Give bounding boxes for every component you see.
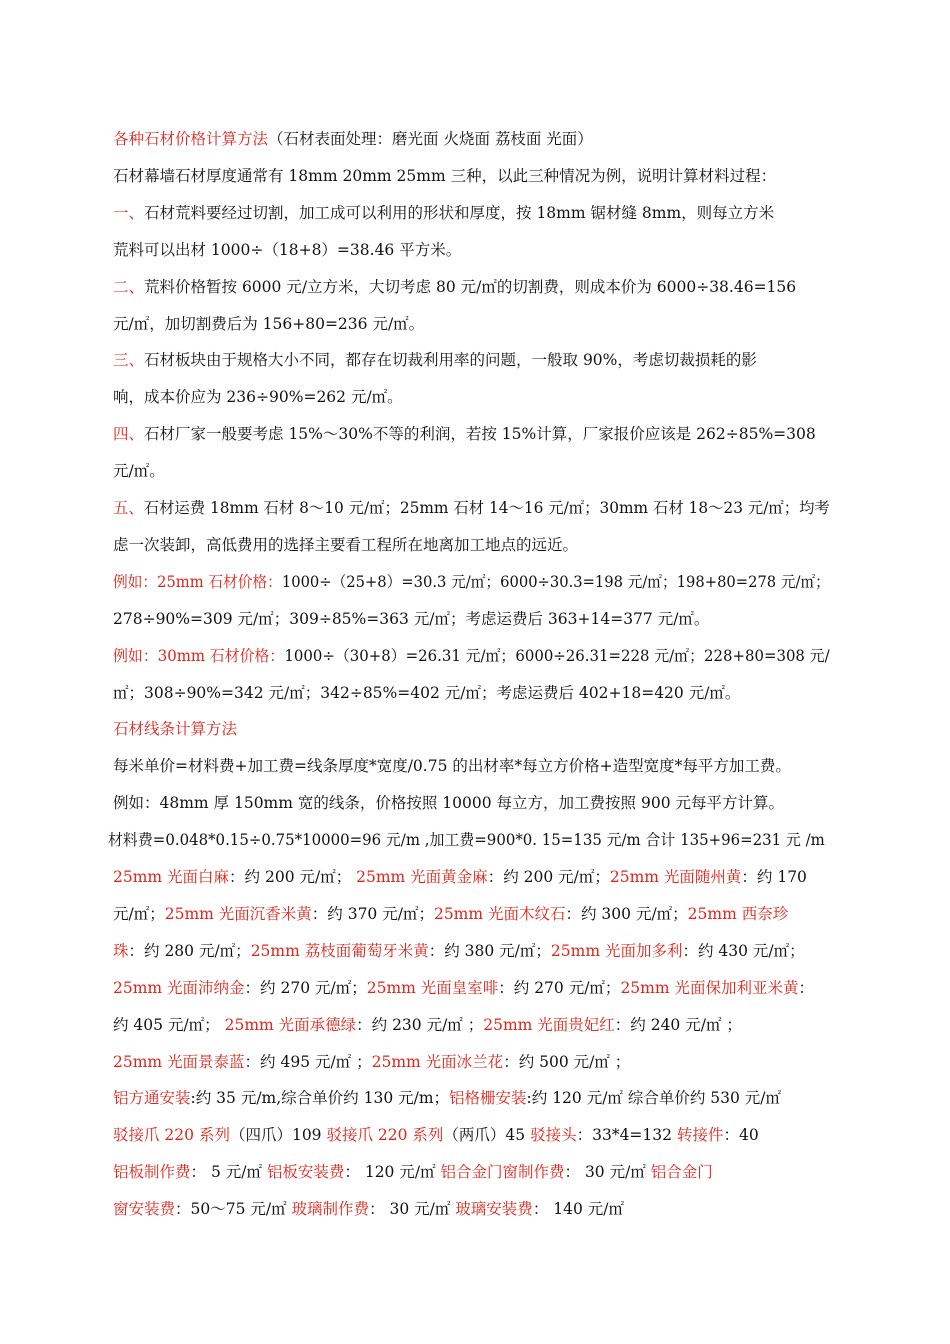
highlight-label: 驳接头	[530, 1126, 577, 1144]
highlight-label: 25mm 光面加多利	[550, 942, 683, 960]
highlight-label: 石材线条计算方法	[113, 720, 238, 738]
highlight-label: 各种石材价格计算方法	[113, 130, 269, 148]
highlight-label: 五、	[113, 499, 144, 517]
text-segment: ㎡；308÷90%=342 元/㎡；342÷85%=402 元/㎡；考虑运费后 402+18=420 元/㎡。	[113, 684, 741, 702]
text-segment: ：约 300 元/㎡；	[565, 905, 688, 923]
text-segment: 荒料价格暂按 6000 元/立方米，大切考虑 80 元/㎡的切割费，则成本价为 6000÷38.46=156	[144, 278, 797, 296]
text-line	[113, 608, 709, 630]
text-segment: 材料费=0.048*0.15÷0.75*10000=96 元/m ,加工费=900*0. 15=135 元/m 合计 135+96=231 元 /m	[108, 831, 825, 849]
text-segment: ：约 200 元/㎡；	[229, 868, 357, 886]
text-segment: ：约 495 元/㎡ ；	[244, 1053, 372, 1071]
text-line	[113, 792, 784, 814]
text-line	[113, 571, 830, 593]
text-segment: （四爪）109	[229, 1126, 327, 1144]
highlight-label: 25mm 光面承德绿	[224, 1016, 357, 1034]
text-line	[108, 829, 825, 851]
text-segment: 石材板块由于规格大小不同，都存在切裁利用率的问题，一般取 90%，考虑切裁损耗的影	[144, 351, 757, 369]
highlight-label: 25mm 光面贵妃红	[483, 1016, 615, 1034]
text-segment: 石材运费 18mm 石材 8～10 元/㎡；25mm 石材 14～16 元/㎡；30mm 石材 18～23 元/㎡；均考	[143, 499, 830, 517]
highlight-label: 转接件	[676, 1126, 724, 1144]
text-segment: ：约 270 元/㎡；	[244, 979, 367, 997]
text-line	[113, 497, 830, 519]
highlight-label: 一、	[113, 204, 145, 222]
highlight-label: 25mm 光面木纹石	[433, 905, 566, 923]
text-segment: 石材厂家一般要考虑 15%～30%不等的利润，若按 15%计算，厂家报价应该是 262÷85%=308	[144, 425, 816, 443]
highlight-label: 窗安装费	[113, 1200, 176, 1218]
text-line	[113, 755, 791, 777]
text-segment: :约 35 元/m,综合单价约 130 元/m；	[190, 1089, 450, 1107]
text-line	[113, 1198, 624, 1220]
highlight-label: 珠	[113, 942, 129, 960]
text-segment: （石材表面处理：磨光面 火烧面 荔枝面 光面）	[268, 130, 593, 148]
text-line	[113, 940, 805, 962]
highlight-label: 驳接爪 220 系列	[326, 1126, 444, 1144]
text-segment: ：约 380 元/㎡；	[428, 942, 551, 960]
highlight-label: 25mm 光面沛纳金	[113, 979, 245, 997]
highlight-label: 25mm 光面沉香米黄	[164, 905, 312, 923]
text-segment: ： 30 元/㎡	[564, 1163, 651, 1181]
text-line	[113, 682, 740, 704]
highlight-label: 例如：30mm 石材价格：	[113, 647, 285, 665]
text-line	[113, 386, 403, 408]
highlight-label: 25mm 西奈珍	[687, 905, 789, 923]
text-segment: ：约 170	[741, 868, 807, 886]
text-segment: ：约 270 元/㎡；	[498, 979, 621, 997]
highlight-label: 四、	[113, 425, 145, 443]
text-segment: ： 5 元/㎡	[190, 1163, 267, 1181]
highlight-label: 铝方通安装	[113, 1089, 191, 1107]
highlight-label: 玻璃安装费	[455, 1200, 533, 1218]
text-line	[113, 165, 776, 187]
text-line	[113, 1087, 781, 1109]
highlight-label: 25mm 光面黄金麻	[356, 868, 488, 886]
text-segment: 278÷90%=309 元/㎡；309÷85%=363 元/㎡；考虑运费后 363+14=377 元/㎡。	[113, 610, 710, 628]
highlight-label: 25mm 光面随州黄	[609, 868, 742, 886]
text-segment: ：50～75 元/㎡	[175, 1200, 292, 1218]
text-segment: ：约 230 元/㎡ ；	[356, 1016, 484, 1034]
text-segment: 响，成本价应为 236÷90%=262 元/㎡。	[113, 388, 403, 406]
highlight-label: 25mm 光面冰兰花	[371, 1053, 504, 1071]
highlight-label: 铝合金门窗制作费	[440, 1163, 565, 1181]
text-segment: 荒料可以出材 1000÷（18+8）=38.46 平方米。	[113, 241, 462, 259]
text-line	[113, 1124, 759, 1146]
text-segment: ：40	[723, 1126, 759, 1144]
highlight-label: 铝格栅安装	[449, 1089, 527, 1107]
text-line	[113, 866, 807, 888]
text-segment: 1000÷（25+8）=30.3 元/㎡；6000÷30.3=198 元/㎡；198+80=278 元/㎡；	[281, 573, 830, 591]
text-segment: 元/㎡，加切割费后为 156+80=236 元/㎡。	[113, 315, 425, 333]
text-line	[113, 645, 830, 667]
text-line	[113, 903, 788, 925]
highlight-label: 25mm 光面白麻	[113, 868, 230, 886]
text-segment: ：约 200 元/㎡；	[487, 868, 610, 886]
highlight-label: 二、	[113, 278, 145, 296]
text-segment: ：	[798, 979, 814, 997]
text-segment: ：33*4=132	[576, 1126, 677, 1144]
text-line	[113, 423, 816, 445]
text-segment: ：约 430 元/㎡；	[682, 942, 805, 960]
text-segment: ：约 370 元/㎡；	[311, 905, 434, 923]
text-line	[113, 202, 774, 224]
text-line	[113, 276, 796, 298]
text-segment: 石材荒料要经过切割，加工成可以利用的形状和厚度，按 18mm 锯材缝 8mm，则每立方米	[144, 204, 775, 222]
highlight-label: 25mm 光面保加利亚米黄	[620, 979, 799, 997]
text-segment: 约 405 元/㎡；	[113, 1016, 225, 1034]
text-line	[113, 128, 593, 150]
highlight-label: 铝板制作费	[113, 1163, 191, 1181]
highlight-label: 驳接爪 220 系列	[113, 1126, 230, 1144]
text-segment: ： 120 元/㎡	[344, 1163, 441, 1181]
text-segment: 虑一次装卸，高低费用的选择主要看工程所在地离加工地点的远近。	[113, 536, 579, 554]
highlight-label: 铝板安装费	[266, 1163, 345, 1181]
text-segment: 例如：48mm 厚 150mm 宽的线条，价格按照 10000 每立方，加工费按照 900 元每平方计算。	[113, 794, 784, 812]
text-line	[113, 1014, 742, 1036]
text-line	[113, 239, 461, 261]
text-segment: （两爪）45	[443, 1126, 531, 1144]
highlight-label: 铝合金门	[650, 1163, 713, 1181]
text-segment: 元/㎡。	[113, 462, 165, 480]
text-segment: 每米单价=材料费+加工费=线条厚度*宽度/0.75 的出材率*每立方价格+造型宽度*每平方加工费。	[113, 757, 791, 775]
text-line	[113, 1161, 713, 1183]
text-segment: ：约 500 元/㎡ ；	[503, 1053, 631, 1071]
text-segment: ： 140 元/㎡	[532, 1200, 624, 1218]
highlight-label: 25mm 光面景泰蓝	[113, 1053, 245, 1071]
text-line	[113, 460, 165, 482]
text-segment: 石材幕墙石材厚度通常有 18mm 20mm 25mm 三种，以此三种情况为例，说明计算材料过程：	[113, 167, 777, 185]
text-line	[113, 718, 237, 740]
highlight-label: 玻璃制作费	[291, 1200, 370, 1218]
text-segment: ：约 280 元/㎡；	[128, 942, 251, 960]
text-segment: :约 120 元/㎡ 综合单价约 530 元/㎡	[526, 1089, 782, 1107]
highlight-label: 25mm 荔枝面葡萄牙米黄	[250, 942, 429, 960]
text-segment: ： 30 元/㎡	[369, 1200, 456, 1218]
text-segment: 元/㎡；	[113, 905, 165, 923]
text-line	[113, 349, 757, 371]
text-line	[113, 313, 424, 335]
text-line	[113, 534, 578, 556]
text-line	[113, 1051, 630, 1073]
highlight-label: 25mm 光面皇室啡	[366, 979, 499, 997]
highlight-label: 例如：25mm 石材价格：	[113, 573, 282, 591]
text-segment: ：约 240 元/㎡ ；	[614, 1016, 742, 1034]
highlight-label: 三、	[113, 351, 145, 369]
text-line	[113, 977, 814, 999]
text-segment: 1000÷（30+8）=26.31 元/㎡；6000÷26.31=228 元/㎡；228+80=308 元/	[284, 647, 830, 665]
